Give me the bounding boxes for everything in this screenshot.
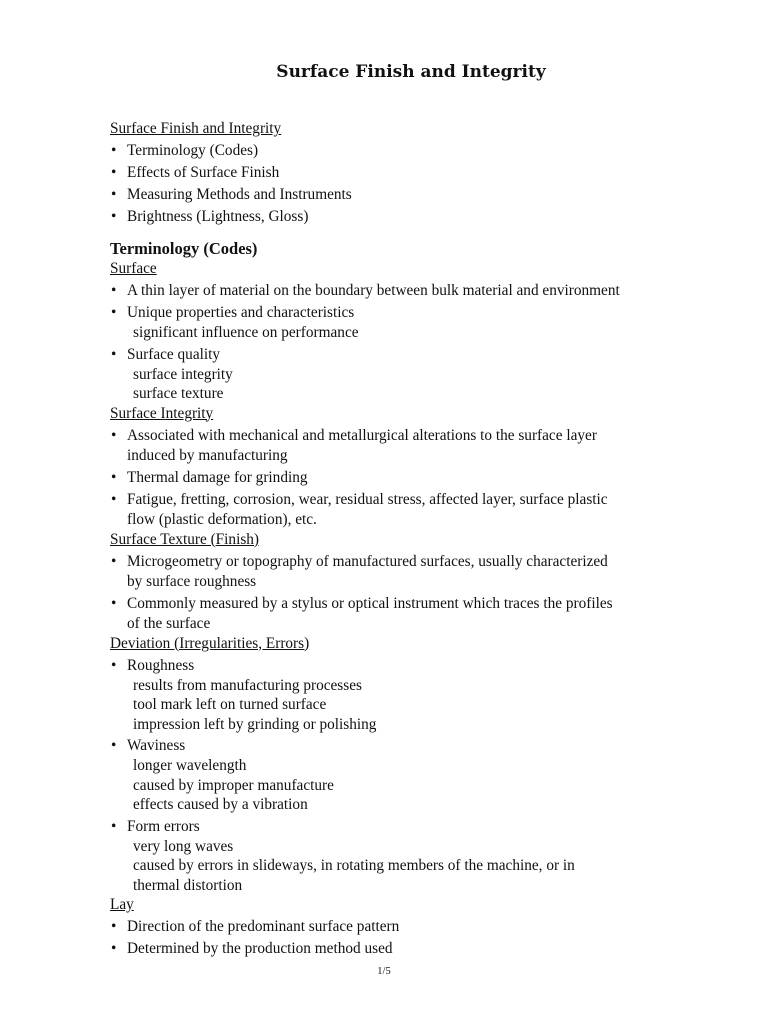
deviation-subitem: very long waves bbox=[133, 837, 234, 855]
intro-bullet: • Brightness (Lightness, Gloss) bbox=[110, 207, 750, 227]
subheading-surface: Surface bbox=[110, 260, 157, 277]
texture-bullet bbox=[110, 552, 750, 592]
bullet-line: • Fatigue, fretting, corrosion, wear, residual stress, affected layer, surface plastic bbox=[127, 490, 608, 508]
section-heading-terminology: Terminology (Codes) bbox=[110, 239, 258, 258]
integrity-bullet bbox=[110, 426, 750, 466]
surface-bullet: • A thin layer of material on the boundary between bulk material and environment bbox=[110, 281, 750, 301]
deviation-subitem: results from manufacturing processes bbox=[133, 676, 362, 694]
deviation-subitem: longer wavelength bbox=[133, 757, 247, 774]
lay-bullet: • Determined by the production method used bbox=[110, 939, 750, 959]
surface-subitem: surface texture bbox=[133, 385, 224, 402]
surface-subitem: surface integrity bbox=[133, 365, 233, 383]
surface-subitem: significant influence on performance bbox=[133, 324, 359, 341]
subheading-surface-integrity: Surface Integrity bbox=[110, 404, 214, 422]
subheading-deviation: Deviation (Irregularities, Errors) bbox=[110, 634, 310, 652]
deviation-subitem: caused by improper manufacture bbox=[133, 776, 334, 794]
deviation-subitem: caused by errors in slideways, in rotating members of the machine, or in bbox=[133, 857, 575, 874]
intro-bullet: • Terminology (Codes) bbox=[110, 141, 750, 161]
deviation-subitem: impression left by grinding or polishing bbox=[133, 715, 377, 733]
bullet-line: • Commonly measured by a stylus or optical instrument which traces the profiles bbox=[127, 594, 613, 612]
subheading-surface-texture: Surface Texture (Finish) bbox=[110, 530, 260, 548]
intro-bullet: • Effects of Surface Finish bbox=[110, 163, 750, 183]
document-title: Surface Finish and Integrity bbox=[276, 62, 546, 82]
document-body bbox=[110, 119, 750, 959]
lay-bullet: • Direction of the predominant surface pattern bbox=[110, 917, 750, 937]
deviation-subitem: thermal distortion bbox=[133, 876, 243, 894]
subheading-lay: Lay bbox=[110, 896, 134, 913]
deviation-bullet: • Roughness bbox=[110, 656, 750, 676]
integrity-bullet: • Thermal damage for grinding bbox=[110, 468, 750, 488]
surface-bullet: • Surface quality bbox=[110, 345, 750, 365]
integrity-bullet bbox=[110, 490, 750, 530]
bullet-line: • Microgeometry or topography of manufactured surfaces, usually characterized bbox=[127, 552, 608, 570]
deviation-subitem: tool mark left on turned surface bbox=[133, 696, 327, 713]
section-spacer bbox=[110, 227, 750, 239]
intro-bullet: • Measuring Methods and Instruments bbox=[110, 185, 750, 205]
intro-heading: Surface Finish and Integrity bbox=[110, 120, 282, 137]
texture-bullet bbox=[110, 594, 750, 634]
bullet-line: of the surface bbox=[127, 614, 211, 632]
bullet-line: flow (plastic deformation), etc. bbox=[127, 510, 317, 528]
surface-bullet: • Unique properties and characteristics bbox=[110, 303, 750, 323]
bullet-line: • Associated with mechanical and metallurgical alterations to the surface layer bbox=[127, 426, 597, 444]
bullet-line: induced by manufacturing bbox=[127, 446, 288, 464]
deviation-subitem: effects caused by a vibration bbox=[133, 796, 308, 813]
deviation-bullet: • Form errors bbox=[110, 817, 750, 837]
page-number: 1/5 bbox=[377, 966, 391, 977]
bullet-line: by surface roughness bbox=[127, 572, 257, 590]
deviation-bullet: • Waviness bbox=[110, 736, 750, 756]
